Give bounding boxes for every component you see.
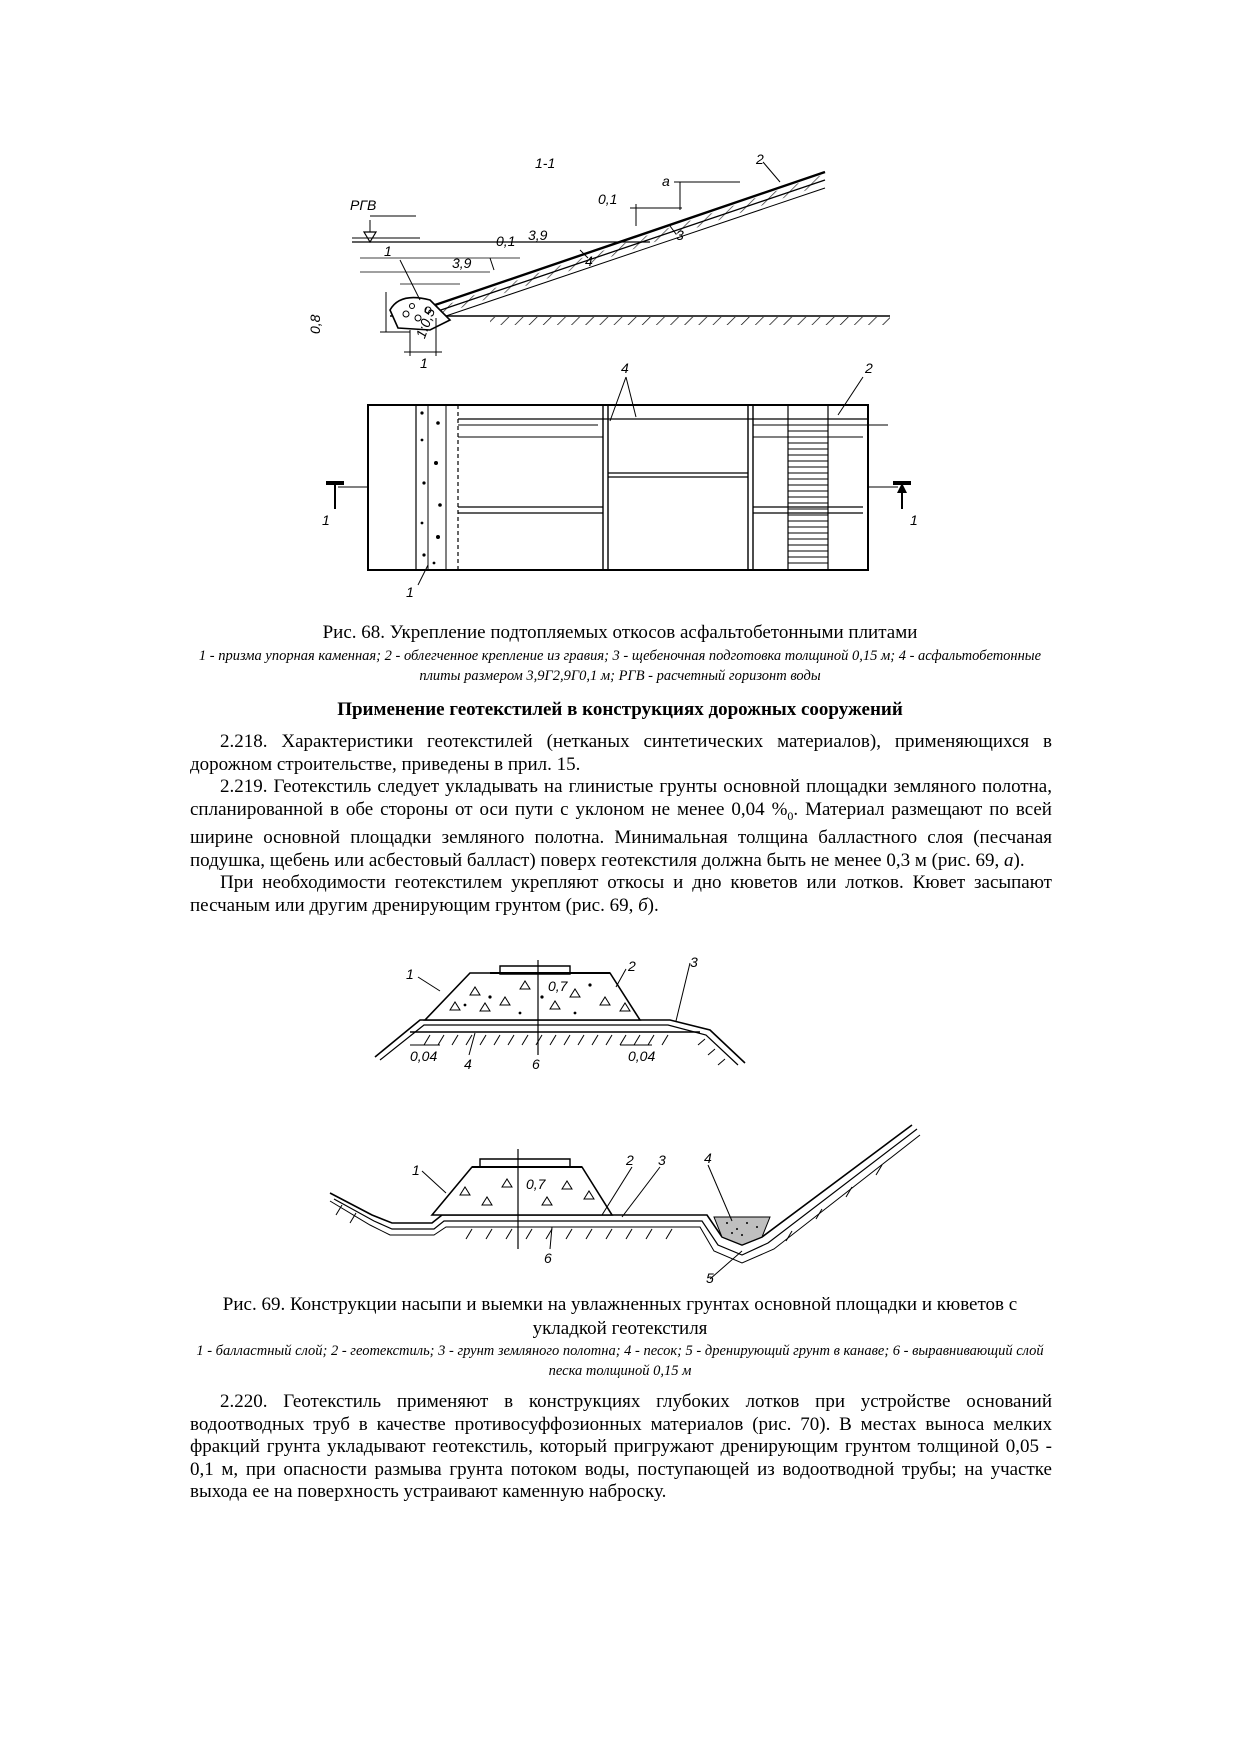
fig69b-label-4: 4	[704, 1150, 712, 1166]
paragraph-2-220: 2.220. Геотекстиль применяют в конструкциях глубоких лотков при устройстве оснований водоотводных труб в качестве противосуффозионных материалов (рис. 70). В местах выноса мелких фракций грунта укладывают геотекстиль, который пригружают дренирующим грунтом толщиной 0,05 - 0,1 м, при опасности размыва грунта потоком воды, поступающей из водоотводной трубы; на участке выхода ее на поверхность устраивают каменную наброску.	[190, 1391, 1052, 1503]
fig69b-label-2: 2	[626, 1152, 634, 1168]
fig69b-label-5: 5	[706, 1270, 714, 1286]
paragraph-2-218: 2.218. Характеристики геотекстилей (нетканых синтетических материалов), применяющихся в дорожном строительстве, приведены в прил. 15.	[190, 731, 1052, 775]
paragraph-2-219: 2.219. Геотекстиль следует укладывать на глинистые грунты основной площадки земляного полотна, спланированной в обе стороны от оси пути с уклоном не менее 0,04 $\%_0$. Материал размещают по всей ширине основной площадки земляного полотна. Минимальная толщина балластного слоя (песчаная подушка, щебень или асбестовый балласт) поверх геотекстиля должна быть не менее 0,3 м (рис. 69, а).	[190, 776, 1052, 871]
figure-68-section	[307, 151, 900, 385]
fig68-dim-39-upper: 3,9	[528, 227, 548, 243]
figure-68-caption: Рис. 68. Укрепление подтопляемых откосов асфальтобетонными плитами	[322, 622, 918, 643]
fig69a-label-2: 2	[628, 958, 636, 974]
fig68-label-2: 2	[756, 151, 764, 167]
fig68-plan-label-1: 1	[406, 584, 414, 600]
fig69a-label-1: 1	[406, 966, 414, 982]
section-heading: Применение геотекстилей в конструкциях дорожных сооружений	[337, 699, 903, 720]
fig69b-dim-07: 0,7	[526, 1176, 546, 1192]
fig68-dim-08: 0,8	[307, 314, 323, 334]
fig69a-slope-left: 0,04	[410, 1048, 438, 1064]
fig69a-dim-07: 0,7	[548, 978, 568, 994]
fig68-dim-1: 1	[420, 355, 428, 371]
fig69a-label-3: 3	[690, 954, 698, 970]
fig69b-label-6: 6	[544, 1250, 552, 1266]
figure-68-legend: 1 - призма упорная каменная; 2 - облегченное крепление из гравия; 3 - щебеночная подготовка толщиной 0,15 м; 4 - асфальтобетонные плиты размером 3,9Г2,9Г0,1 м; РГВ - расчетный горизонт воды	[198, 648, 1042, 684]
fig68-dim-01-upper: 0,1	[598, 191, 618, 207]
figure-69-embankment	[370, 955, 810, 1075]
text-block-1	[190, 731, 1052, 918]
fig68-cut-left-label: 1	[322, 512, 330, 528]
fig68-cut-right-label: 1	[910, 512, 918, 528]
figure-69-cut	[322, 1115, 932, 1290]
text-block-2	[190, 1391, 1052, 1504]
fig68-rgv-label: РГВ	[350, 197, 377, 213]
figure-69-legend: 1 - балластный слой; 2 - геотекстиль; 3 - грунт земляного полотна; 4 - песок; 5 - дренирующий грунт в канаве; 6 - выравнивающий слой песка толщиной 0,15 м	[196, 1343, 1044, 1379]
fig68-dim-a: a	[662, 173, 670, 189]
fig68-label-4: 4	[585, 253, 593, 269]
fig69b-label-3: 3	[658, 1152, 666, 1168]
fig68-dim-39-lower: 3,9	[452, 255, 472, 271]
fig69a-label-6: 6	[532, 1056, 540, 1072]
fig68-plan-label-2: 2	[865, 360, 873, 376]
fig69a-label-4: 4	[464, 1056, 472, 1072]
fig68-dim-01-lower: 0,1	[496, 233, 516, 249]
fig68-section-label: 1-1	[535, 155, 556, 171]
fig68-slope-label: 1:0,5	[412, 305, 439, 341]
fig68-plan-label-4: 4	[621, 360, 629, 376]
fig69a-slope-right: 0,04	[628, 1048, 656, 1064]
fig68-label-1: 1	[384, 243, 392, 259]
paragraph-kuvet: При необходимости геотекстилем укрепляют откосы и дно кюветов или лотков. Кювет засыпают песчаным или другим дренирующим грунтом (рис. 69, б).	[190, 872, 1052, 916]
fig69b-label-1: 1	[412, 1162, 420, 1178]
fig68-label-3: 3	[676, 227, 684, 243]
figure-68-plan	[318, 360, 923, 600]
figure-69-caption: Рис. 69. Конструкции насыпи и выемки на увлажненных грунтах основной площадки и кюветов с укладкой геотекстиля	[222, 1294, 1018, 1339]
